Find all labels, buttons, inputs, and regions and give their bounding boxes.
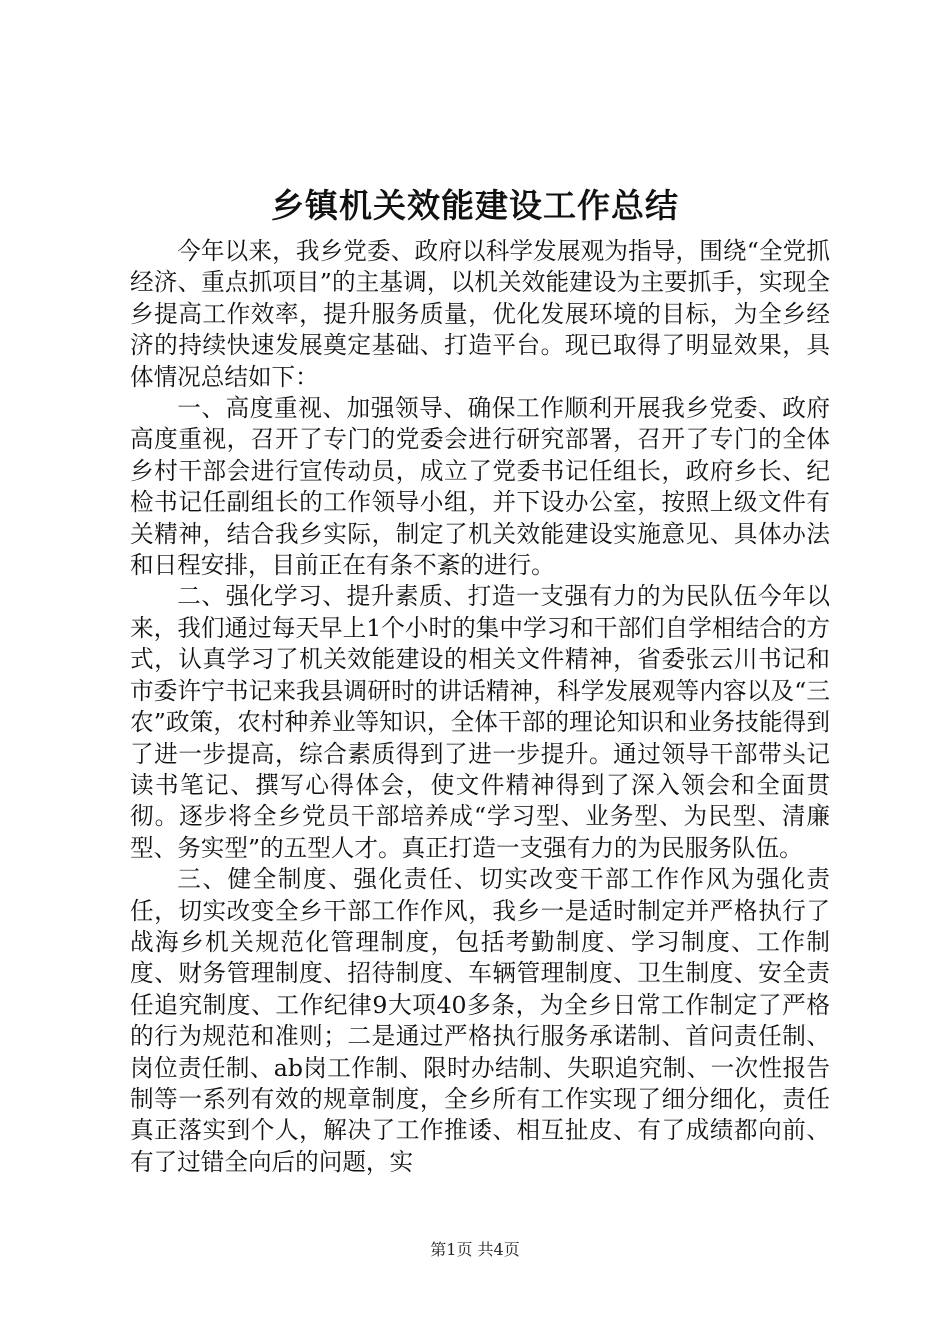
page-number-footer: 第1页 共4页: [430, 1240, 520, 1259]
paragraph-intro: 今年以来，我乡党委、政府以科学发展观为指导，围绕“全党抓经济、重点抓项目”的主基调，以机关效能建设为主要抓手，实现全乡提高工作效率，提升服务质量，优化发展环境的目标，为全乡经济的持续快速发展奠定基础、打造平台。现已取得了明显效果，具体情况总结如下：: [130, 237, 830, 391]
paragraph-section-3: 三、健全制度、强化责任、切实改变干部工作作风为强化责任，切实改变全乡干部工作作风，我乡一是适时制定并严格执行了战海乡机关规范化管理制度，包括考勤制度、学习制度、工作制度、财务管理制度、招待制度、车辆管理制度、卫生制度、安全责任追究制度、工作纪律9大项40多条，为全乡日常工作制定了严格的行为规范和准则；二是通过严格执行服务承诺制、首问责任制、岗位责任制、ab岗工作制、限时办结制、失职追究制、一次性报告制等一系列有效的规章制度，全乡所有工作实现了细分细化，责任真正落实到个人，解决了工作推诿、相互扯皮、有了成绩都向前、有了过错全向后的问题，实: [130, 865, 830, 1176]
paragraph-section-1: 一、高度重视、加强领导、确保工作顺利开展我乡党委、政府高度重视，召开了专门的党委会进行研究部署，召开了专门的全体乡村干部会进行宣传动员，成立了党委书记任组长，政府乡长、纪检书记任副组长的工作领导小组，并下设办公室，按照上级文件有关精神，结合我乡实际，制定了机关效能建设实施意见、具体办法和日程安排，目前正在有条不紊的进行。: [130, 394, 830, 580]
document-body: [130, 236, 830, 1178]
paragraph-section-2: 二、强化学习、提升素质、打造一支强有力的为民队伍今年以来，我们通过每天早上1个小时的集中学习和干部们自学相结合的方式，认真学习了机关效能建设的相关文件精神，省委张云川书记和市委许宁书记来我县调研时的讲话精神，科学发展观等内容以及“三农”政策，农村种养业等知识，全体干部的理论知识和业务技能得到了进一步提高，综合素质得到了进一步提升。通过领导干部带头记读书笔记、撰写心得体会，使文件精神得到了深入领会和全面贯彻。逐步将全乡党员干部培养成“学习型、业务型、为民型、清廉型、务实型”的五型人才。真正打造一支强有力的为民服务队伍。: [130, 582, 830, 862]
document-title: 乡镇机关效能建设工作总结: [271, 186, 679, 225]
